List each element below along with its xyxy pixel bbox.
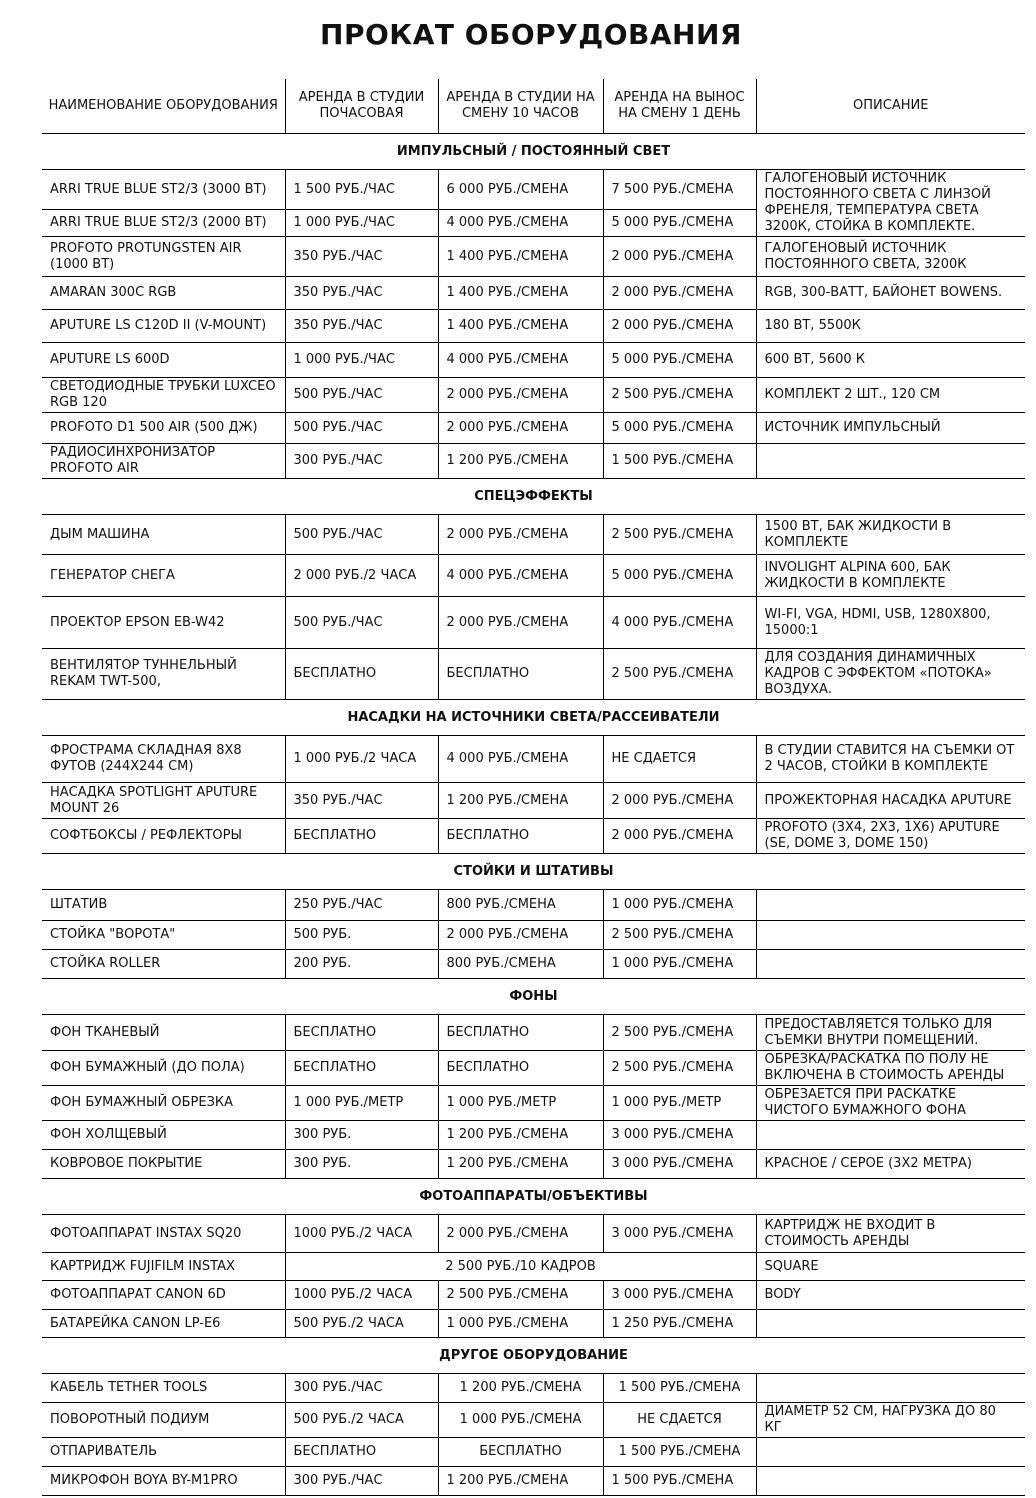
cell-takeaway: 5 000 РУБ./СМЕНА [603,413,756,444]
cell-description: ДЛЯ СОЗДАНИЯ ДИНАМИЧНЫХ КАДРОВ С ЭФФЕКТОМ «ПОТОКА» ВОЗДУХА. [756,649,1025,700]
cell-description: ПРЕДОСТАВЛЯЕТСЯ ТОЛЬКО ДЛЯ СЪЕМКИ ВНУТРИ ПОМЕЩЕНИЙ. [756,1015,1025,1051]
cell-name: СОФТБОКСЫ / РЕФЛЕКТОРЫ [42,819,285,854]
header-takeaway: АРЕНДА НА ВЫНОС НА СМЕНУ 1 ДЕНЬ [603,79,756,134]
table-row [42,921,1025,950]
table-row [42,597,1025,649]
cell-takeaway: 2 500 РУБ./СМЕНА [603,515,756,555]
cell-hourly: БЕСПЛАТНО [285,649,438,700]
cell-shift: 800 РУБ./СМЕНА [438,950,603,979]
cell-shift: 800 РУБ./СМЕНА [438,890,603,921]
cell-name: ШТАТИВ [42,890,285,921]
cell-takeaway: 1 250 РУБ./СМЕНА [603,1310,756,1338]
cell-hourly: 300 РУБ./ЧАС [285,444,438,479]
cell-description: ОБРЕЗАЕТСЯ ПРИ РАСКАТКЕ ЧИСТОГО БУМАЖНОГО ФОНА [756,1086,1025,1121]
cell-hourly: 350 РУБ./ЧАС [285,783,438,819]
cell-description: КРАСНОЕ / СЕРОЕ (3X2 МЕТРА) [756,1150,1025,1179]
table-row [42,1438,1025,1467]
cell-description: ПРОЖЕКТОРНАЯ НАСАДКА APUTURE [756,783,1025,819]
cell-takeaway: 2 500 РУБ./СМЕНА [603,378,756,413]
cell-description: ГАЛОГЕНОВЫЙ ИСТОЧНИК ПОСТОЯННОГО СВЕТА С ЛИНЗОЙ ФРЕНЕЛЯ, ТЕМПЕРАТУРА СВЕТА 3200К, СТОЙКА В КОМПЛЕКТЕ. [756,170,1025,237]
cell-takeaway: 2 000 РУБ./СМЕНА [603,783,756,819]
cell-takeaway: 7 500 РУБ./СМЕНА [603,170,756,210]
section-row [42,979,1025,1015]
cell-takeaway: 3 000 РУБ./СМЕНА [603,1215,756,1253]
cell-shift: БЕСПЛАТНО [438,1015,603,1051]
cell-shift: БЕСПЛАТНО [438,819,603,854]
section-row [42,700,1025,736]
section-title: СТОЙКИ И ШТАТИВЫ [42,854,1025,890]
cell-description: INVOLIGHT ALPINA 600, БАК ЖИДКОСТИ В КОМПЛЕКТЕ [756,555,1025,597]
cell-description: ОБРЕЗКА/РАСКАТКА ПО ПОЛУ НЕ ВКЛЮЧЕНА В СТОИМОСТЬ АРЕНДЫ [756,1051,1025,1086]
section-title: ИМПУЛЬСНЫЙ / ПОСТОЯННЫЙ СВЕТ [42,134,1025,170]
cell-shift: 2 500 РУБ./СМЕНА [438,1281,603,1310]
header-shift: АРЕНДА В СТУДИИ НА СМЕНУ 10 ЧАСОВ [438,79,603,134]
table-row [42,1121,1025,1150]
cell-description: В СТУДИИ СТАВИТСЯ НА СЪЕМКИ ОТ 2 ЧАСОВ, СТОЙКИ В КОМПЛЕКТЕ [756,736,1025,783]
cell-takeaway: 2 500 РУБ./СМЕНА [603,1015,756,1051]
table-row [42,1310,1025,1338]
cell-shift: 1 200 РУБ./СМЕНА [438,783,603,819]
cell-name: ARRI TRUE BLUE ST2/3 (2000 ВТ) [42,210,285,237]
cell-shift: 2 000 РУБ./СМЕНА [438,1215,603,1253]
cell-takeaway: 3 000 РУБ./СМЕНА [603,1281,756,1310]
cell-hourly: БЕСПЛАТНО [285,1438,438,1467]
table-row [42,378,1025,413]
cell-name: ФРОСТРАМА СКЛАДНАЯ 8X8 ФУТОВ (244X244 СМ) [42,736,285,783]
cell-name: ФОН ХОЛЩЕВЫЙ [42,1121,285,1150]
cell-description [756,1467,1025,1496]
cell-name: СТОЙКА ROLLER [42,950,285,979]
cell-hourly: 1000 РУБ./2 ЧАСА [285,1215,438,1253]
cell-shift: 2 000 РУБ./СМЕНА [438,921,603,950]
cell-name: СТОЙКА "ВОРОТА" [42,921,285,950]
cell-takeaway: 2 000 РУБ./СМЕНА [603,237,756,277]
cell-shift: БЕСПЛАТНО [438,1438,603,1467]
cell-hourly: 1 500 РУБ./ЧАС [285,170,438,210]
cell-name: PROFOTO D1 500 AIR (500 ДЖ) [42,413,285,444]
table-row [42,515,1025,555]
table-row [42,444,1025,479]
cell-shift: 1 000 РУБ./МЕТР [438,1086,603,1121]
section-row [42,1179,1025,1215]
cell-description [756,1121,1025,1150]
cell-name: НАСАДКА SPOTLIGHT APUTURE MOUNT 26 [42,783,285,819]
cell-shift: 1 200 РУБ./СМЕНА [438,1121,603,1150]
table-row [42,819,1025,854]
section-title: НАСАДКИ НА ИСТОЧНИКИ СВЕТА/РАССЕИВАТЕЛИ [42,700,1025,736]
price-table [42,79,1025,1496]
cell-shift: 2 000 РУБ./СМЕНА [438,378,603,413]
cell-takeaway: 2 500 РУБ./СМЕНА [603,649,756,700]
table-row [42,310,1025,343]
cell-takeaway: 2 000 РУБ./СМЕНА [603,277,756,310]
cell-hourly: БЕСПЛАТНО [285,1051,438,1086]
section-row [42,479,1025,515]
cell-description: 1500 ВТ, БАК ЖИДКОСТИ В КОМПЛЕКТЕ [756,515,1025,555]
cell-shift: 1 000 РУБ./СМЕНА [438,1310,603,1338]
cell-hourly: 2 000 РУБ./2 ЧАСА [285,555,438,597]
cell-name: ГЕНЕРАТОР СНЕГА [42,555,285,597]
cell-name: APUTURE LS C120D II (V-MOUNT) [42,310,285,343]
cell-shift: 1 400 РУБ./СМЕНА [438,277,603,310]
cell-name: ФОН ТКАНЕВЫЙ [42,1015,285,1051]
cell-name: PROFOTO PROTUNGSTEN AIR (1000 ВТ) [42,237,285,277]
cell-name: ВЕНТИЛЯТОР ТУННЕЛЬНЫЙ REKAM TWT-500, [42,649,285,700]
cell-name: ФОН БУМАЖНЫЙ ОБРЕЗКА [42,1086,285,1121]
cell-description: 600 ВТ, 5600 К [756,343,1025,378]
cell-name: ДЫМ МАШИНА [42,515,285,555]
cell-shift: 4 000 РУБ./СМЕНА [438,210,603,237]
cell-takeaway: 2 500 РУБ./СМЕНА [603,921,756,950]
cell-takeaway: 1 000 РУБ./МЕТР [603,1086,756,1121]
cell-name: AMARAN 300C RGB [42,277,285,310]
cell-shift: 2 000 РУБ./СМЕНА [438,515,603,555]
section-title: ФОНЫ [42,979,1025,1015]
cell-name: ПОВОРОТНЫЙ ПОДИУМ [42,1403,285,1438]
cell-takeaway: 5 000 РУБ./СМЕНА [603,343,756,378]
table-row [42,277,1025,310]
cell-shift: 6 000 РУБ./СМЕНА [438,170,603,210]
table-row [42,890,1025,921]
cell-shift: 1 200 РУБ./СМЕНА [438,444,603,479]
cell-hourly: 500 РУБ./ЧАС [285,597,438,649]
cell-takeaway: 5 000 РУБ./СМЕНА [603,555,756,597]
cell-takeaway: 5 000 РУБ./СМЕНА [603,210,756,237]
page-title: ПРОКАТ ОБОРУДОВАНИЯ [320,18,742,51]
cell-hourly: 350 РУБ./ЧАС [285,237,438,277]
cell-name: СВЕТОДИОДНЫЕ ТРУБКИ LUXCEO RGB 120 [42,378,285,413]
header-description: ОПИСАНИЕ [756,79,1025,134]
cell-shift: 1 200 РУБ./СМЕНА [438,1467,603,1496]
cell-takeaway: 2 000 РУБ./СМЕНА [603,310,756,343]
cell-shift: 2 000 РУБ./СМЕНА [438,413,603,444]
cell-description: SQUARE [756,1253,1025,1281]
cell-hourly: БЕСПЛАТНО [285,1015,438,1051]
cell-hourly: 200 РУБ. [285,950,438,979]
table-row [42,1281,1025,1310]
cell-takeaway: 2 000 РУБ./СМЕНА [603,819,756,854]
cell-hourly: 350 РУБ./ЧАС [285,310,438,343]
cell-description: BODY [756,1281,1025,1310]
cell-name: ФОТОАППАРАТ INSTAX SQ20 [42,1215,285,1253]
cell-hourly: 250 РУБ./ЧАС [285,890,438,921]
header-name: НАИМЕНОВАНИЕ ОБОРУДОВАНИЯ [42,79,285,134]
table-row [42,237,1025,277]
cell-description: ИСТОЧНИК ИМПУЛЬСНЫЙ [756,413,1025,444]
cell-name: КОВРОВОЕ ПОКРЫТИЕ [42,1150,285,1179]
section-row [42,854,1025,890]
table-row [42,1150,1025,1179]
cell-hourly: БЕСПЛАТНО [285,819,438,854]
section-title: ФОТОАППАРАТЫ/ОБЪЕКТИВЫ [42,1179,1025,1215]
table-row [42,1215,1025,1253]
cell-hourly: 300 РУБ. [285,1121,438,1150]
table-row [42,783,1025,819]
cell-description: КАРТРИДЖ НЕ ВХОДИТ В СТОИМОСТЬ АРЕНДЫ [756,1215,1025,1253]
cell-takeaway: 1 500 РУБ./СМЕНА [603,444,756,479]
table-body [42,134,1025,1496]
table-row [42,649,1025,700]
cell-shift: 2 000 РУБ./СМЕНА [438,597,603,649]
table-row [42,950,1025,979]
cell-name: КАБЕЛЬ TETHER TOOLS [42,1374,285,1403]
cell-hourly: 500 РУБ./2 ЧАСА [285,1310,438,1338]
cell-hourly: 300 РУБ. [285,1150,438,1179]
cell-name: БАТАРЕЙКА CANON LP-E6 [42,1310,285,1338]
cell-description: WI-FI, VGA, HDMI, USB, 1280X800, 15000:1 [756,597,1025,649]
cell-hourly: 1000 РУБ./2 ЧАСА [285,1281,438,1310]
cell-hourly: 300 РУБ./ЧАС [285,1374,438,1403]
cell-description: 180 ВТ, 5500К [756,310,1025,343]
cell-description [756,1438,1025,1467]
section-row [42,1338,1025,1374]
cell-shift: 1 200 РУБ./СМЕНА [438,1374,603,1403]
header-hourly: АРЕНДА В СТУДИИ ПОЧАСОВАЯ [285,79,438,134]
cell-name: ARRI TRUE BLUE ST2/3 (3000 ВТ) [42,170,285,210]
cell-hourly: 500 РУБ. [285,921,438,950]
cell-name: ОТПАРИВАТЕЛЬ [42,1438,285,1467]
table-row [42,1374,1025,1403]
cell-shift: 1 200 РУБ./СМЕНА [438,1150,603,1179]
cell-shift: 4 000 РУБ./СМЕНА [438,736,603,783]
cell-hourly: 1 000 РУБ./МЕТР [285,1086,438,1121]
cell-description: ГАЛОГЕНОВЫЙ ИСТОЧНИК ПОСТОЯННОГО СВЕТА, 3200К [756,237,1025,277]
cell-takeaway: 3 000 РУБ./СМЕНА [603,1150,756,1179]
table-row [42,1086,1025,1121]
cell-hourly: 1 000 РУБ./ЧАС [285,343,438,378]
cell-shift: 1 400 РУБ./СМЕНА [438,310,603,343]
cell-takeaway: 1 500 РУБ./СМЕНА [603,1374,756,1403]
cell-takeaway: 1 500 РУБ./СМЕНА [603,1438,756,1467]
cell-hourly: 1 000 РУБ./2 ЧАСА [285,736,438,783]
table-row [42,170,1025,210]
cell-hourly: 350 РУБ./ЧАС [285,277,438,310]
cell-shift: 1 000 РУБ./СМЕНА [438,1403,603,1438]
table-row [42,1015,1025,1051]
cell-takeaway: 1 000 РУБ./СМЕНА [603,950,756,979]
cell-hourly: 500 РУБ./ЧАС [285,378,438,413]
table-row [42,1403,1025,1438]
cell-shift: БЕСПЛАТНО [438,649,603,700]
cell-hourly: 500 РУБ./ЧАС [285,413,438,444]
table-row [42,343,1025,378]
cell-shift: 1 400 РУБ./СМЕНА [438,237,603,277]
cell-takeaway: 3 000 РУБ./СМЕНА [603,1121,756,1150]
cell-takeaway: 4 000 РУБ./СМЕНА [603,597,756,649]
table-row [42,1051,1025,1086]
header-row [42,79,1025,134]
cell-takeaway: 2 500 РУБ./СМЕНА [603,1051,756,1086]
cell-description [756,1310,1025,1338]
table-row [42,555,1025,597]
cell-description: ДИАМЕТР 52 СМ, НАГРУЗКА ДО 80 КГ [756,1403,1025,1438]
cell-description [756,890,1025,921]
cell-shift: БЕСПЛАТНО [438,1051,603,1086]
section-title: ДРУГОЕ ОБОРУДОВАНИЕ [42,1338,1025,1374]
cell-hourly: 1 000 РУБ./ЧАС [285,210,438,237]
cell-takeaway: НЕ СДАЕТСЯ [603,1403,756,1438]
cell-shift: 4 000 РУБ./СМЕНА [438,555,603,597]
cell-takeaway: 1 500 РУБ./СМЕНА [603,1467,756,1496]
table-row [42,736,1025,783]
cell-description: PROFOTO (3X4, 2X3, 1X6) APUTURE (SE, DOME 3, DOME 150) [756,819,1025,854]
cell-description [756,950,1025,979]
cell-name: ФОТОАППАРАТ CANON 6D [42,1281,285,1310]
cell-name: APUTURE LS 600D [42,343,285,378]
section-title: СПЕЦЭФФЕКТЫ [42,479,1025,515]
cell-shift: 4 000 РУБ./СМЕНА [438,343,603,378]
cell-hourly: 500 РУБ./2 ЧАСА [285,1403,438,1438]
cell-takeaway: НЕ СДАЕТСЯ [603,736,756,783]
table-row [42,1467,1025,1496]
cell-merged-price: 2 500 РУБ./10 КАДРОВ [285,1253,756,1281]
cell-takeaway: 1 000 РУБ./СМЕНА [603,890,756,921]
cell-description: RGB, 300-ВАТТ, БАЙОНЕТ BOWENS. [756,277,1025,310]
table-row [42,1253,1025,1281]
cell-description: КОМПЛЕКТ 2 ШТ., 120 СМ [756,378,1025,413]
cell-description [756,444,1025,479]
cell-description [756,921,1025,950]
cell-name: МИКРОФОН BOYA BY-M1PRO [42,1467,285,1496]
cell-hourly: 300 РУБ./ЧАС [285,1467,438,1496]
table-row [42,413,1025,444]
cell-name: РАДИОСИНХРОНИЗАТОР PROFOTO AIR [42,444,285,479]
cell-name: КАРТРИДЖ FUJIFILM INSTAX [42,1253,285,1281]
cell-name: ПРОЕКТОР EPSON EB-W42 [42,597,285,649]
cell-description [756,1374,1025,1403]
section-row [42,134,1025,170]
cell-name: ФОН БУМАЖНЫЙ (ДО ПОЛА) [42,1051,285,1086]
cell-hourly: 500 РУБ./ЧАС [285,515,438,555]
